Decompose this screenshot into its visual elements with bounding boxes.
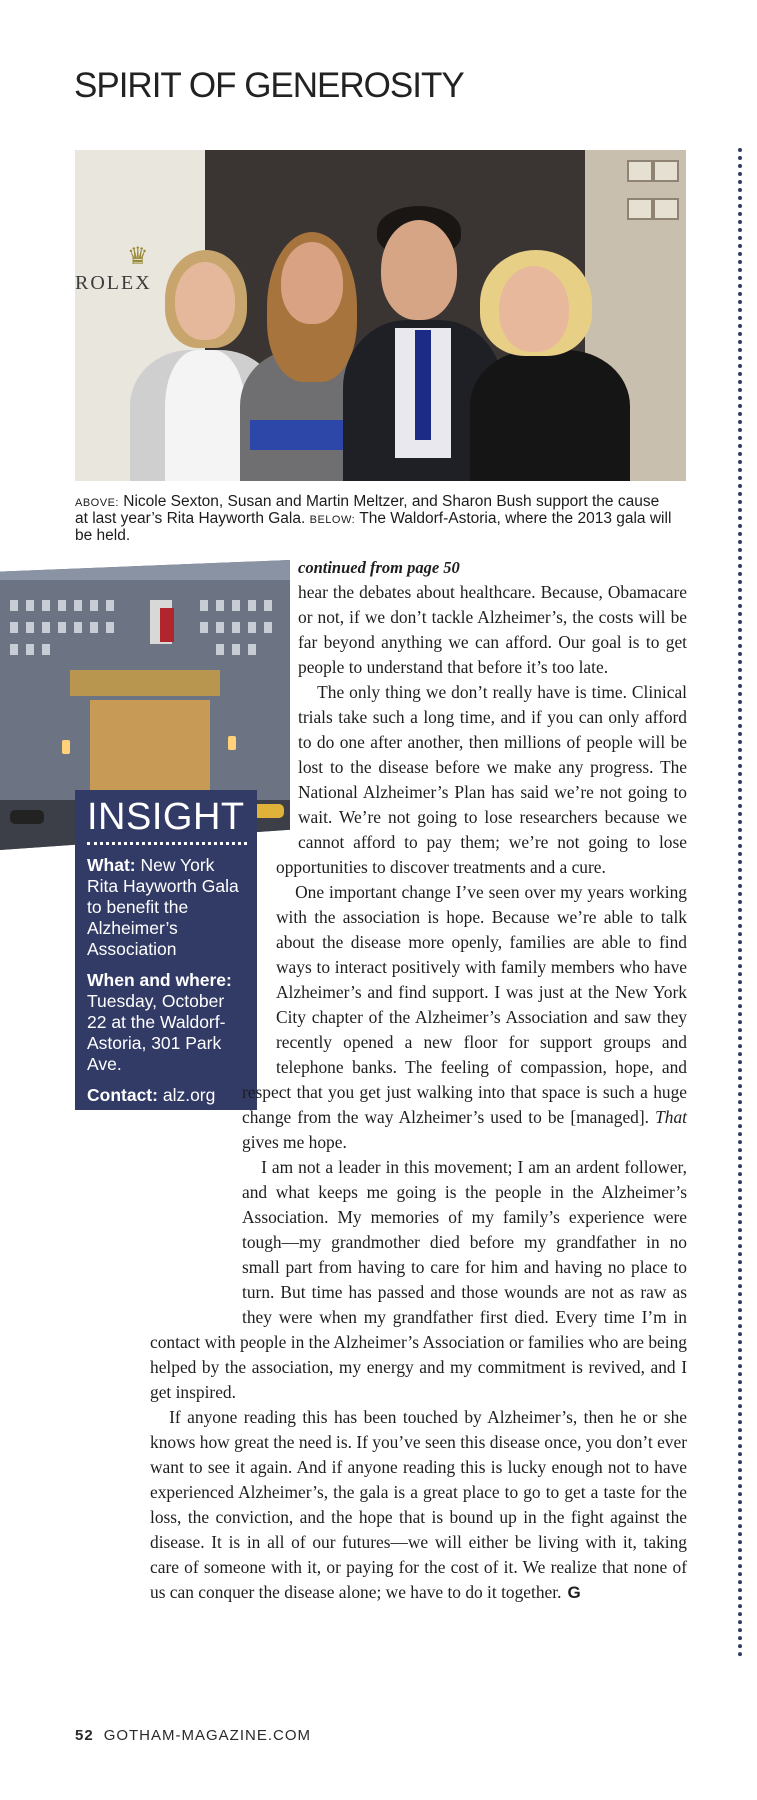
caption-above-text: Nicole Sexton, Susan and Martin Meltzer, and Sharon Bush support the cause at last year’s Rita Hayworth Gala. — [75, 493, 660, 527]
article-paragraph-5 — [150, 1405, 687, 1605]
caption-below-text: The Waldorf-Astoria, where the 2013 gala will be held. — [75, 510, 672, 544]
insight-when-label: When and where: — [87, 970, 232, 990]
article-paragraph-4: I am not a leader in this movement; I am an ardent follower, and what keeps me going is the people in the Alzheimer’s Association. My memories of my family’s experience were tough—my grandmother died before my grandfather in no small part from having to care for him and having no place to turn. But time has passed and those wounds are not as raw as they were when my grandfather first died. Every time I’m in contact with people in the Alzheimer’s Association or families who are being helped by the association, my energy and my commitment is revived, and I get inspired. — [150, 1157, 687, 1402]
insight-what-text: New York Rita Hayworth Gala to benefit the Alzheimer’s Association — [87, 855, 239, 959]
article-paragraph-2: The only thing we don’t really have is time. Clinical trials take such a long time, and if you can only afford to do one after another, then millions of people will be lost to the disease before we make any progress. The National Alzheimer’s Plan has said we’re not going to wait. We’re not going to lose researchers because we cannot afford to pay them; we’re not going to lose opportunities to discover treatments and a cure. — [276, 682, 687, 877]
page-number: 52 — [75, 1727, 94, 1744]
article-paragraph-1: hear the debates about healthcare. Because, Obamacare or not, if we don’t tackle Alzheimer’s, the costs will be far beyond anything we can afford. Our goal is to get people to understand that before it’s too late. — [298, 582, 687, 677]
insight-what-label: What: — [87, 855, 136, 875]
article-paragraph-5-text: If anyone reading this has been touched by Alzheimer’s, then he or she knows how great the need is. If you’ve seen this disease once, you don’t ever want to see it again. And if anyone reading this is lucky enough not to have experienced Alzheimer’s, the gala is a great place to go to get a taste for the loss, the conviction, and the hope that is bound up in the fight against the disease. It is in all of our futures—we will either be living with it, taking care of someone with it, or paying for the cost of it. We realize that none of us can conquer the disease alone; we have to do it together. — [150, 1407, 687, 1602]
photo-caption — [75, 494, 675, 544]
dotted-rule — [738, 148, 742, 1658]
end-mark: G — [567, 1583, 581, 1602]
article-body — [150, 555, 687, 1605]
footer-site: GOTHAM-MAGAZINE.COM — [103, 1727, 312, 1744]
insight-when-text: Tuesday, October 22 at the Waldorf-Astoria, 301 Park Ave. — [87, 991, 226, 1074]
caption-above-label: ABOVE: — [75, 497, 119, 509]
insight-contact-text: alz.org — [157, 1085, 216, 1105]
article-paragraph-3a: One important change I’ve seen over my years working with the association is hope. Because we’re able to talk about the disease more openly, families are able to find ways to interact positively with family members who have Alzheimer’s and find support. I was just at the New York City chapter of the Alzheimer’s Association and saw they recently opened a new floor for support groups and telephone banks. The feeling of compassion, hope, and respect that you get just walking into that space is such a huge change from the way Alzheimer’s used to be [managed]. — [242, 882, 687, 1127]
section-title: SPIRIT OF GENEROSITY — [74, 66, 464, 105]
continued-from: continued from page 50 — [298, 558, 460, 577]
gala-photo — [75, 150, 686, 481]
article-paragraph-3-italic: That — [655, 1107, 687, 1127]
article-paragraph-3b: gives me hope. — [242, 1132, 347, 1152]
rolex-sign: ROLEX — [75, 272, 152, 294]
insight-heading: INSIGHT — [87, 790, 247, 845]
caption-below-label: BELOW: — [309, 514, 356, 526]
rolex-crown-icon: ♛ — [127, 242, 149, 270]
page-footer — [75, 1727, 311, 1744]
insight-contact-label: Contact: — [87, 1085, 158, 1105]
